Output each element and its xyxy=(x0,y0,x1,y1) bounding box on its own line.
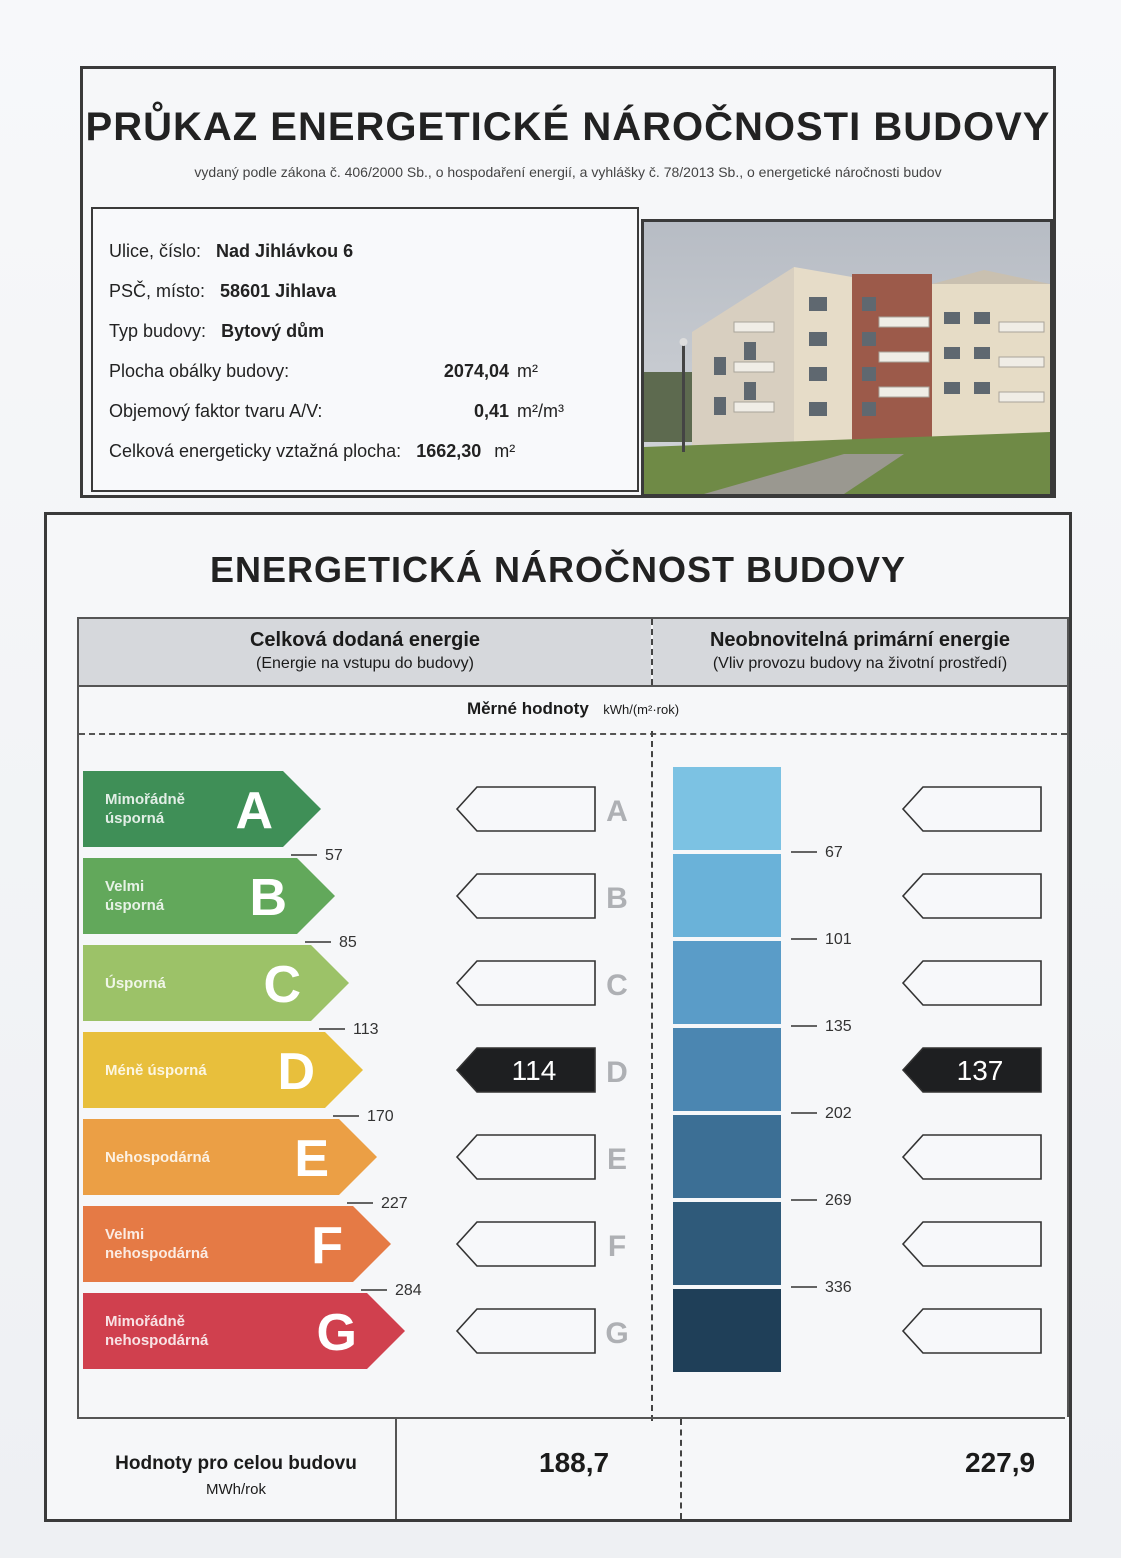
certificate-header xyxy=(80,66,1056,498)
right-column-subtitle: (Vliv provozu budovy na životní prostředí) xyxy=(712,655,1008,672)
area-value: 1662,30 xyxy=(416,441,482,461)
area-label: Celková energeticky vztažná plocha: xyxy=(109,441,402,461)
envelope-row xyxy=(109,361,629,382)
class-name-line2: nehospodárná xyxy=(105,1332,209,1349)
envelope-value: 2074,04 xyxy=(443,361,509,381)
class-letter-b: B xyxy=(249,869,287,927)
class-name-line1: Velmi xyxy=(105,1226,145,1243)
totals-label: Hodnoty pro celou budovu xyxy=(115,1453,357,1474)
class-letter-g: G xyxy=(316,1304,357,1362)
right-threshold-67: 67 xyxy=(825,844,843,861)
street-label: Ulice, číslo: xyxy=(109,241,202,261)
shape-row xyxy=(109,401,629,422)
left-threshold-170: 170 xyxy=(367,1108,394,1125)
left-threshold-113: 113 xyxy=(353,1021,379,1038)
envelope-unit: m² xyxy=(517,361,538,381)
right-column-title: Neobnovitelná primární energie xyxy=(709,629,1011,651)
right-value-box-a xyxy=(903,787,1041,831)
type-label: Typ budovy: xyxy=(109,321,207,341)
totals-divider xyxy=(680,1419,682,1519)
class-name: Nehospodárná xyxy=(105,1149,211,1166)
right-value-box-e xyxy=(903,1135,1041,1179)
primary-bar-g xyxy=(673,1289,781,1372)
class-name-line2: úsporná xyxy=(105,810,165,827)
left-threshold-227: 227 xyxy=(381,1195,408,1212)
energy-scale xyxy=(79,731,1067,1421)
class-name-line1: Velmi xyxy=(105,878,145,895)
class-name-line1: Mimořádně xyxy=(105,791,186,808)
psc-label: PSČ, místo: xyxy=(109,281,206,301)
right-value-box-b xyxy=(903,874,1041,918)
specific-values-unit: kWh/(m²·rok) xyxy=(603,702,680,717)
box-letter-b: B xyxy=(606,882,628,915)
class-letter-d: D xyxy=(277,1043,315,1101)
left-threshold-57: 57 xyxy=(325,847,343,864)
area-unit: m² xyxy=(494,441,516,461)
left-value-box-a xyxy=(457,787,595,831)
right-threshold-336: 336 xyxy=(825,1279,852,1296)
class-name-line2: nehospodárná xyxy=(105,1245,209,1262)
shape-value: 0,41 xyxy=(473,401,509,421)
class-name-line2: úsporná xyxy=(105,897,165,914)
psc-row xyxy=(109,281,336,302)
class-arrow-a xyxy=(83,771,321,847)
energy-rating-section xyxy=(44,512,1072,1522)
right-value-box-g xyxy=(903,1309,1041,1353)
class-arrow-b xyxy=(83,858,335,934)
street-value: Nad Jihlávkou 6 xyxy=(216,241,354,261)
area-row xyxy=(109,441,629,462)
primary-bar-a xyxy=(673,767,781,850)
psc-value: 58601 Jihlava xyxy=(220,281,337,301)
total-delivered-energy: 188,7 xyxy=(539,1447,610,1478)
right-threshold-101: 101 xyxy=(825,931,852,948)
primary-bar-b xyxy=(673,854,781,937)
right-column-header xyxy=(653,619,1067,685)
right-threshold-202: 202 xyxy=(825,1105,852,1122)
right-value-box-f xyxy=(903,1222,1041,1266)
class-letter-c: C xyxy=(263,956,301,1014)
header-divider xyxy=(651,619,653,685)
totals-label-cell xyxy=(77,1419,397,1519)
specific-values-label: Měrné hodnoty xyxy=(466,699,589,718)
certificate-subtitle: vydaný podle zákona č. 406/2000 Sb., o hospodaření energií, a vyhlášky č. 78/2013 Sb., o energetické náročnosti budov xyxy=(194,164,942,180)
left-column-title: Celková dodaná energie xyxy=(249,629,481,651)
right-threshold-135: 135 xyxy=(825,1018,852,1035)
totals-unit: MWh/rok xyxy=(206,1481,266,1498)
right-value: 137 xyxy=(956,1055,1004,1086)
type-row xyxy=(109,321,324,342)
class-letter-e: E xyxy=(294,1130,329,1188)
shape-label: Objemový faktor tvaru A/V: xyxy=(109,401,323,421)
class-letter-f: F xyxy=(311,1217,343,1275)
primary-bar-e xyxy=(673,1115,781,1198)
class-name: Úsporná xyxy=(105,975,166,992)
specific-values-row xyxy=(79,685,1067,735)
primary-bar-f xyxy=(673,1202,781,1285)
left-value: 114 xyxy=(511,1055,557,1086)
box-letter-d: D xyxy=(606,1056,628,1089)
box-letter-f: F xyxy=(607,1230,627,1263)
totals-row xyxy=(77,1417,1065,1519)
building-photo xyxy=(641,219,1053,497)
rating-columns xyxy=(77,617,1069,1417)
left-value-box-e xyxy=(457,1135,595,1179)
right-threshold-269: 269 xyxy=(825,1192,852,1209)
class-arrow-f xyxy=(83,1206,391,1282)
class-name-line1: Mimořádně xyxy=(105,1313,186,1330)
box-letter-a: A xyxy=(606,795,628,828)
envelope-label: Plocha obálky budovy: xyxy=(109,361,290,381)
street-row xyxy=(109,241,353,262)
shape-unit: m²/m³ xyxy=(517,401,564,421)
left-value-box-b xyxy=(457,874,595,918)
class-name: Méně úsporná xyxy=(105,1062,207,1079)
right-value-box-c xyxy=(903,961,1041,1005)
left-value-box-f xyxy=(457,1222,595,1266)
left-threshold-284: 284 xyxy=(395,1282,422,1299)
box-letter-e: E xyxy=(606,1143,628,1176)
left-value-box-c xyxy=(457,961,595,1005)
total-primary-energy: 227,9 xyxy=(965,1447,1036,1478)
left-value-box-g xyxy=(457,1309,595,1353)
type-value: Bytový dům xyxy=(221,321,325,341)
building-illustration xyxy=(644,222,1050,494)
building-info xyxy=(91,207,639,492)
box-letter-g: G xyxy=(605,1317,629,1350)
class-letter-a: A xyxy=(235,782,273,840)
left-column-subtitle: (Energie na vstupu do budovy) xyxy=(256,655,474,672)
certificate-title: PRŮKAZ ENERGETICKÉ NÁROČNOSTI BUDOVY xyxy=(85,105,1051,149)
primary-bar-d xyxy=(673,1028,781,1111)
primary-bar-c xyxy=(673,941,781,1024)
left-column-header xyxy=(79,619,651,685)
rating-title: ENERGETICKÁ NÁROČNOST BUDOVY xyxy=(209,549,907,590)
left-threshold-85: 85 xyxy=(339,934,357,951)
box-letter-c: C xyxy=(606,969,628,1002)
